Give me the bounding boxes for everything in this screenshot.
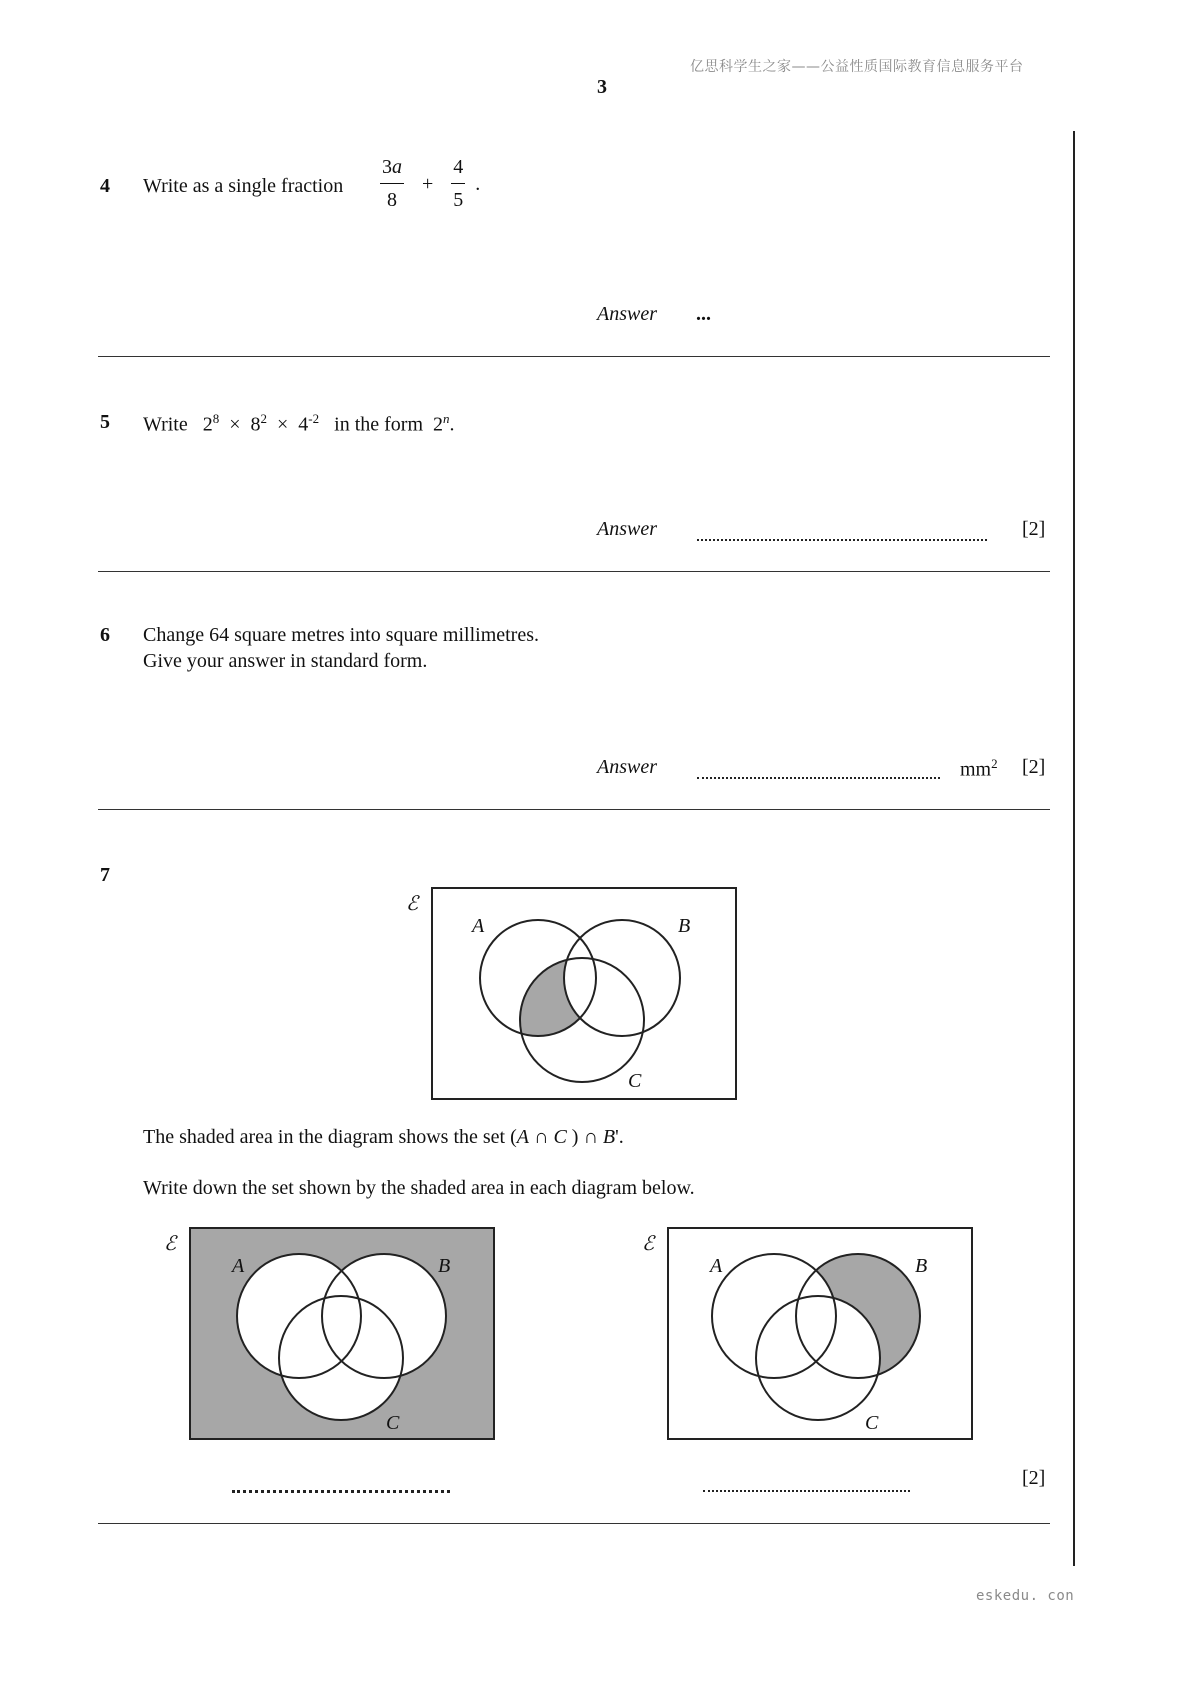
answer-line[interactable] [697, 777, 940, 779]
question-number: 6 [100, 624, 110, 646]
universal-symbol: ℰ [164, 1233, 177, 1255]
question-prompt: Write $2^8 \times 8^2 \times 4^{-2}$ in the form 2$^n$. [143, 411, 455, 436]
fraction-3a-over-8: $\frac{3a}{8}$ [382, 156, 402, 211]
answer-line-1[interactable] [232, 1490, 450, 1493]
question-line-1: Change 64 square metres into square millimetres. [143, 624, 540, 646]
question-number: 4 [100, 175, 110, 197]
plus-sign: + [422, 172, 434, 195]
fraction-expression [380, 156, 480, 212]
footer-site: eskedu. con [976, 1588, 1075, 1604]
label-b: B [438, 1255, 451, 1277]
marks: [2] [1022, 756, 1046, 778]
divider [98, 571, 1050, 572]
universal-symbol: ℰ [642, 1233, 655, 1255]
label-c: C [865, 1412, 879, 1434]
marks: [2] [1022, 518, 1046, 540]
label-c: C [628, 1070, 642, 1092]
label-a: A [710, 1255, 723, 1277]
unit-label: $mm^2$ [960, 756, 998, 781]
answer-label: Answer [597, 756, 657, 778]
question-line-2: Give your answer in standard form. [143, 650, 428, 672]
diagram-description: The shaded area in the diagram shows the set (A ∩ C ) ∩ B'. [143, 1126, 624, 1148]
answer-line-2[interactable] [703, 1490, 910, 1492]
venn-diagram-1 [158, 1220, 498, 1445]
label-b: B [915, 1255, 928, 1277]
venn-example [400, 880, 740, 1105]
answer-dots: ... [696, 303, 711, 325]
question-number: 7 [100, 864, 110, 886]
question-number: 5 [100, 411, 110, 433]
fraction-4-over-5: $\frac{4}{5}$ [453, 156, 464, 211]
divider [98, 356, 1050, 357]
label-c: C [386, 1412, 400, 1434]
watermark-text: 亿思科学生之家——公益性质国际教育信息服务平台 [690, 59, 1024, 75]
label-a: A [472, 915, 485, 937]
answer-line[interactable] [697, 539, 987, 541]
page-number: 3 [597, 76, 607, 98]
divider [98, 809, 1050, 810]
label-a: A [232, 1255, 245, 1277]
divider [98, 1523, 1050, 1524]
period: . [475, 172, 481, 195]
universal-symbol: ℰ [406, 893, 419, 915]
question-prompt: Write as a single fraction [143, 175, 344, 197]
answer-label: Answer [597, 518, 657, 540]
answer-label: Answer [597, 303, 657, 325]
venn-diagram-2 [636, 1220, 976, 1445]
margin-bar [1073, 131, 1075, 1566]
instruction: Write down the set shown by the shaded area in each diagram below. [143, 1177, 695, 1199]
marks: [2] [1022, 1467, 1046, 1489]
label-b: B [678, 915, 691, 937]
